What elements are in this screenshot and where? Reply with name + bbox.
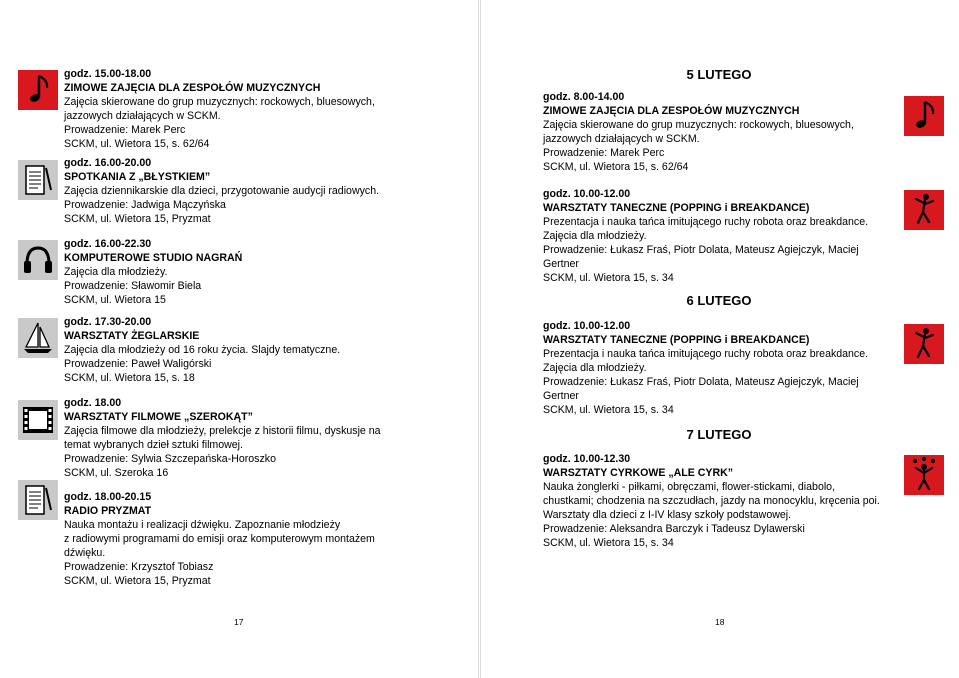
- dancer-icon: [904, 324, 944, 364]
- left-page: [0, 0, 479, 678]
- event-text: chustkami; chodzenia na szczudłach, jazdy na monocyklu, kręcenia poi.: [543, 495, 880, 507]
- event-text: Zajęcia filmowe dla młodzieży, prelekcje z historii filmu, dyskusje na: [64, 425, 381, 437]
- event-entry: [543, 187, 868, 285]
- event-text: SCKM, ul. Wietora 15, s. 62/64: [64, 138, 210, 150]
- notepad-icon: [18, 160, 58, 200]
- event-entry: [543, 90, 854, 174]
- event-time: godz. 10.00-12.30: [543, 453, 631, 465]
- event-entry: [543, 319, 868, 417]
- day-heading: 7 LUTEGO: [686, 427, 752, 442]
- event-title: ZIMOWE ZAJĘCIA DLA ZESPOŁÓW MUZYCZNYCH: [543, 105, 800, 117]
- event-text: SCKM, ul. Szeroka 16: [64, 467, 169, 479]
- event-text: SCKM, ul. Wietora 15, Pryzmat: [64, 213, 211, 225]
- event-text: Prowadzenie: Aleksandra Barczyk i Tadeusz Dylawerski: [543, 523, 805, 535]
- event-text: Prowadzenie: Paweł Waligórski: [64, 358, 212, 370]
- event-text: Prowadzenie: Sławomir Biela: [64, 280, 202, 292]
- event-title: WARSZTATY CYRKOWE „ALE CYRK”: [543, 467, 734, 479]
- event-text: Zajęcia dziennikarskie dla dzieci, przygotowanie audycji radiowych.: [64, 185, 380, 197]
- event-text: Nauka żonglerki - piłkami, obręczami, flower-stickami, diabolo,: [543, 481, 836, 493]
- event-time: godz. 8.00-14.00: [543, 91, 625, 103]
- right-page: [480, 0, 959, 678]
- event-title: WARSZTATY ŻEGLARSKIE: [64, 330, 200, 342]
- event-entry: [543, 452, 880, 550]
- event-text: Prowadzenie: Jadwiga Mączyńska: [64, 199, 226, 211]
- event-text: Warsztaty dla dzieci z I-IV klasy szkoły podstawowej.: [543, 509, 792, 521]
- sailboat-icon: [18, 318, 58, 358]
- event-text: Zajęcia dla młodzieży.: [543, 362, 647, 374]
- juggler-icon: [904, 455, 944, 495]
- event-text: Gertner: [543, 390, 579, 402]
- event-text: Prowadzenie: Krzysztof Tobiasz: [64, 561, 214, 573]
- page-number: 18: [715, 617, 725, 627]
- event-text: SCKM, ul. Wietora 15, s. 34: [543, 404, 674, 416]
- event-text: Prezentacja i nauka tańca imitującego ruchy robota oraz breakdance.: [543, 348, 869, 360]
- dancer-icon: [904, 190, 944, 230]
- event-time: godz. 18.00-20.15: [64, 491, 152, 503]
- event-entry: [64, 156, 379, 226]
- event-text: SCKM, ul. Wietora 15, s. 34: [543, 272, 674, 284]
- event-text: SCKM, ul. Wietora 15, s. 34: [543, 537, 674, 549]
- event-time: godz. 10.00-12.00: [543, 320, 631, 332]
- event-time: godz. 16.00-20.00: [64, 157, 152, 169]
- event-text: jazzowych działających w SCKM.: [543, 133, 700, 145]
- headphones-icon: [18, 240, 58, 280]
- event-text: Zajęcia dla młodzieży.: [543, 230, 647, 242]
- event-title: WARSZTATY TANECZNE (POPPING i BREAKDANCE): [543, 202, 810, 214]
- event-entry: [64, 396, 381, 480]
- event-text: SCKM, ul. Wietora 15: [64, 294, 166, 306]
- event-text: Prowadzenie: Sylwia Szczepańska-Horoszko: [64, 453, 276, 465]
- event-text: temat wybranych dzieł sztuki filmowej.: [64, 439, 243, 451]
- event-text: SCKM, ul. Wietora 15, Pryzmat: [64, 575, 211, 587]
- event-text: Gertner: [543, 258, 579, 270]
- event-text: Prezentacja i nauka tańca imitującego ruchy robota oraz breakdance.: [543, 216, 869, 228]
- event-text: Zajęcia skierowane do grup muzycznych: rockowych, bluesowych,: [543, 119, 854, 131]
- film-frame-icon: [18, 400, 58, 440]
- event-text: Zajęcia dla młodzieży od 16 roku życia. Slajdy tematyczne.: [64, 344, 341, 356]
- music-note-icon: [18, 70, 58, 110]
- event-title: WARSZTATY FILMOWE „SZEROKĄT”: [64, 411, 253, 423]
- event-entry: [64, 315, 340, 385]
- event-text: Prowadzenie: Marek Perc: [543, 147, 665, 159]
- event-text: dźwięku.: [64, 547, 106, 559]
- event-text: SCKM, ul. Wietora 15, s. 62/64: [543, 161, 689, 173]
- event-entry: [64, 237, 242, 307]
- event-entry: [64, 490, 375, 588]
- event-time: godz. 18.00: [64, 397, 122, 409]
- day-heading: 6 LUTEGO: [686, 293, 752, 308]
- event-text: Nauka montażu i realizacji dźwięku. Zapoznanie młodzieży: [64, 519, 341, 531]
- event-title: WARSZTATY TANECZNE (POPPING i BREAKDANCE): [543, 334, 810, 346]
- event-text: Prowadzenie: Łukasz Fraś, Piotr Dolata, Mateusz Agiejczyk, Maciej: [543, 244, 859, 256]
- event-time: godz. 15.00-18.00: [64, 68, 152, 80]
- event-time: godz. 16.00-22.30: [64, 238, 152, 250]
- event-time: godz. 10.00-12.00: [543, 188, 631, 200]
- event-text: Zajęcia dla młodzieży.: [64, 266, 168, 278]
- event-text: SCKM, ul. Wietora 15, s. 18: [64, 372, 195, 384]
- event-title: RADIO PRYZMAT: [64, 505, 152, 517]
- event-text: z radiowymi programami do emisji oraz komputerowym montażem: [64, 533, 375, 545]
- event-title: KOMPUTEROWE STUDIO NAGRAŃ: [64, 252, 243, 264]
- event-text: Prowadzenie: Łukasz Fraś, Piotr Dolata, Mateusz Agiejczyk, Maciej: [543, 376, 859, 388]
- event-entry: [64, 67, 375, 151]
- event-time: godz. 17.30-20.00: [64, 316, 152, 328]
- day-heading: 5 LUTEGO: [686, 67, 752, 82]
- event-text: Prowadzenie: Marek Perc: [64, 124, 186, 136]
- event-text: jazzowych działających w SCKM.: [64, 110, 221, 122]
- event-text: Zajęcia skierowane do grup muzycznych: rockowych, bluesowych,: [64, 96, 375, 108]
- event-title: ZIMOWE ZAJĘCIA DLA ZESPOŁÓW MUZYCZNYCH: [64, 82, 321, 94]
- notepad-icon: [18, 480, 58, 520]
- music-note-icon: [904, 96, 944, 136]
- event-title: SPOTKANIA Z „BŁYSTKIEM”: [64, 171, 211, 183]
- page-number: 17: [234, 617, 244, 627]
